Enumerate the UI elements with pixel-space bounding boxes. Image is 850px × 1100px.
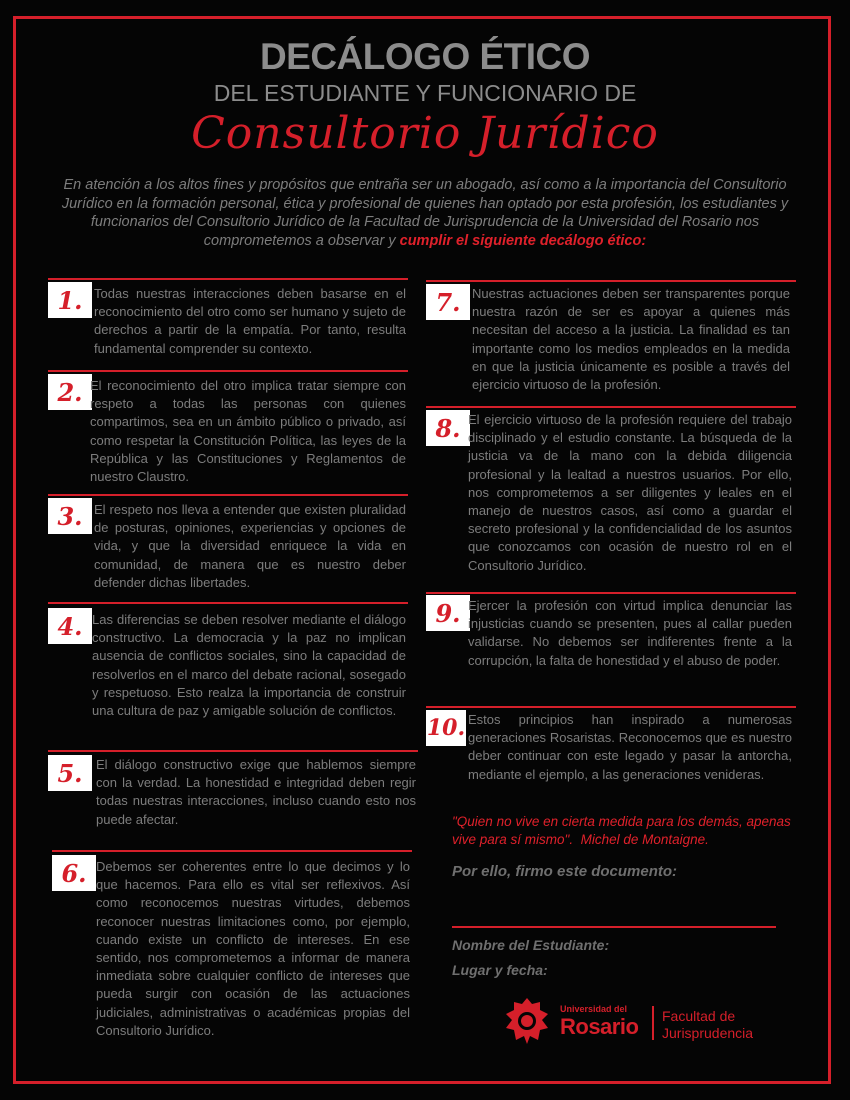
montaigne-quote (452, 813, 792, 849)
item-text: El diálogo constructivo exige que hablemos siempre con la verdad. La honestidad e integridad deben regir todas nuestras interacciones, incluso cuando esto nos puede afectar. (96, 757, 416, 827)
item-text: Estos principios han inspirado a numerosas generaciones Rosaristas. Reconocemos que es nuestro deber continuar con este legado y pasar la antorcha, mediante el ejemplo, a las generaciones venideras. (468, 712, 792, 782)
decalogue-item-3 (48, 494, 408, 594)
faculty-line-2: Jurisprudencia (662, 1025, 754, 1041)
item-rule (52, 850, 412, 852)
signature-prompt: Por ello, firmo este documento: (452, 863, 678, 880)
signature-line (452, 926, 776, 928)
decalogue-item-9 (426, 592, 796, 692)
item-number: 7. (426, 284, 470, 320)
item-number: 3. (48, 498, 92, 534)
decalogue-item-8 (426, 406, 796, 586)
item-text: El ejercicio virtuoso de la profesión requiere del trabajo disciplinado y el estudio constante. La búsqueda de la justicia va de la mano con la debida diligencia profesional y la lealtad a nuestros usuarios. Por ello, nos comprometemos a ser diligentes y leales en el manejo de nuestros casos, así como a guardar el secreto profesional y la confidencialidad de los asuntos que conozcamos con ocasión de nuestro rol en el Consultorio Jurídico. (468, 412, 792, 573)
item-number: 6. (52, 855, 96, 891)
decalogue-item-10 (426, 706, 796, 806)
item-number: 4. (48, 608, 92, 644)
item-rule (48, 602, 408, 604)
item-number: 8. (426, 410, 470, 446)
document-subtitle: DEL ESTUDIANTE Y FUNCIONARIO DE (213, 80, 637, 106)
item-number: 9. (426, 595, 470, 631)
decalogue-item-5 (48, 750, 418, 840)
item-text: Todas nuestras interacciones deben basarse en el reconocimiento del otro como ser humano y sujeto de derechos a partir de la empatía. Por tanto, resulta fundamental comprender su contexto. (94, 286, 406, 356)
decalogue-item-1 (48, 278, 408, 358)
university-shield-icon (502, 996, 552, 1046)
decalogue-item-6 (52, 850, 412, 1050)
decalogue-item-2 (48, 370, 408, 490)
item-rule (48, 750, 418, 752)
faculty-line-1: Facultad de (662, 1008, 736, 1024)
quote-author: Michel de Montaigne. (580, 832, 709, 847)
document-script-title: Consultorio Jurídico (191, 108, 659, 159)
item-rule (48, 494, 408, 496)
item-rule (426, 406, 796, 408)
place-date-label: Lugar y fecha: (452, 962, 548, 978)
intro-paragraph (40, 176, 810, 250)
university-name-small: Universidad del (560, 1004, 628, 1014)
item-number: 1. (48, 282, 92, 318)
item-number: 2. (48, 374, 92, 410)
item-text: Debemos ser coherentes entre lo que decimos y lo que hacemos. Para ello es vital ser reflexivos. Así como reconocemos nuestras virtudes, debemos reconocer nuestras limitaciones como, por ejemplo, cuando existe un conflicto de intereses. En ese sentido, nos comprometemos a informar de manera inmediata sobre cualquier conflicto de intereses que pueda surgir con ocasión de las actuaciones judiciales, administrativas o académicas propias del Consultorio Jurídico. (96, 859, 410, 1038)
logo-divider (652, 1006, 654, 1040)
decalogue-item-7 (426, 280, 796, 400)
document-title: DECÁLOGO ÉTICO (259, 36, 591, 77)
decalogue-item-4 (48, 602, 408, 742)
item-number: 5. (48, 755, 92, 791)
item-rule (426, 706, 796, 708)
university-name: Rosario (560, 1014, 639, 1039)
item-rule (48, 370, 408, 372)
item-text: Las diferencias se deben resolver mediante el diálogo constructivo. La democracia y la paz no implican ausencia de conflictos sociales, sino la capacidad de resolverlos en el marco del debate racional, sosegado y respetuoso. Esto realza la importancia de construir una cultura de paz y amigable solución de conflictos. (92, 612, 406, 719)
item-text: El respeto nos lleva a entender que existen pluralidad de posturas, opiniones, experiencias y opciones de vida, y que la diversidad enriquece la vida en comunidad, de manera que es nuestro deber defender dichas libertades. (94, 502, 406, 590)
university-logo (502, 996, 792, 1046)
intro-text: En atención a los altos fines y propósitos que entraña ser un abogado, así como a la importancia del Consultorio Jurídico en la formación personal, ética y profesional de quienes han optado por esta profesión, los estudiantes y funcionarios del Consultorio Jurídico de la Facultad de Jurisprudencia de la Universidad del Rosario nos comprometemos a observar y (61, 177, 789, 249)
quote-text: "Quien no vive en cierta medida para los demás, apenas vive para sí mismo". (452, 814, 791, 847)
item-rule (426, 592, 796, 594)
item-rule (426, 280, 796, 282)
item-rule (48, 278, 408, 280)
student-name-label: Nombre del Estudiante: (452, 937, 610, 953)
intro-highlight: cumplir el siguiente decálogo ético: (399, 232, 647, 249)
item-text: Ejercer la profesión con virtud implica denunciar las injusticias cuando se presenten, pues al callar pueden validarse. No debemos ser indiferentes frente a la corrupción, la falta de honestidad y el abuso de poder. (468, 598, 792, 668)
item-text: Nuestras actuaciones deben ser transparentes porque nuestra razón de ser es apoyar a quienes más necesitan del acceso a la justicia. La finalidad es tan importante como los medios empleados en la medida en que la justicia únicamente es posible a través del ejercicio virtuoso de la profesión. (472, 286, 790, 393)
item-text: El reconocimiento del otro implica tratar siempre con respeto a todas las personas con quienes compartimos, sea en un ámbito público o privado, así como respetar la Constitución Política, las leyes de la República y las Constituciones y Reglamentos de nuestro Claustro. (90, 378, 406, 485)
item-number: 10. (426, 710, 466, 746)
